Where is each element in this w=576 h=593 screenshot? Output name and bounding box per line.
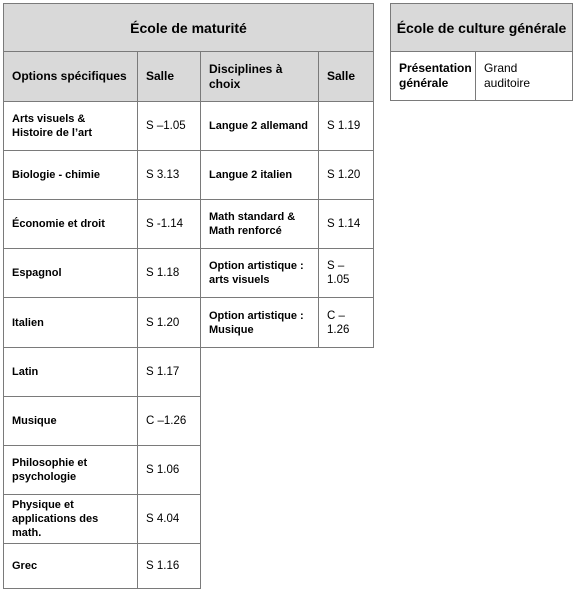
option-salle: S 1.17 [138,348,201,397]
option-salle: S -1.14 [138,200,201,249]
header-options-specifiques: Options spécifiques [3,52,138,102]
discipline-name: Option artistique : Musique [201,298,319,348]
option-salle: S 1.16 [138,544,201,589]
option-name: Espagnol [3,249,138,298]
discipline-name: Math standard & Math renforcé [201,200,319,249]
discipline-name: Langue 2 allemand [201,102,319,151]
discipline-name: Langue 2 italien [201,151,319,200]
header-salle-disciplines: Salle [319,52,374,102]
presentation-generale-value: Grand auditoire [476,52,573,101]
discipline-salle: S 1.20 [319,151,374,200]
option-salle: S 1.06 [138,446,201,495]
presentation-generale-label: Présentation générale [390,52,476,101]
discipline-name: Option artistique : arts visuels [201,249,319,298]
option-name: Philosophie et psychologie [3,446,138,495]
option-name: Latin [3,348,138,397]
option-name: Italien [3,298,138,348]
discipline-salle: S –1.05 [319,249,374,298]
option-name: Physique et applications des math. [3,495,138,544]
option-salle: S 1.18 [138,249,201,298]
ecole-maturite-title: École de maturité [3,3,374,52]
header-disciplines-a-choix: Disciplines à choix [201,52,319,102]
option-salle: S 3.13 [138,151,201,200]
discipline-salle: C –1.26 [319,298,374,348]
option-name: Économie et droit [3,200,138,249]
option-name: Arts visuels & Histoire de l’art [3,102,138,151]
option-name: Grec [3,544,138,589]
option-salle: S 1.20 [138,298,201,348]
option-salle: S –1.05 [138,102,201,151]
ecole-culture-generale-title: École de culture générale [390,3,573,52]
option-salle: S 4.04 [138,495,201,544]
option-name: Biologie - chimie [3,151,138,200]
option-name: Musique [3,397,138,446]
option-salle: C –1.26 [138,397,201,446]
header-salle-options: Salle [138,52,201,102]
discipline-salle: S 1.19 [319,102,374,151]
discipline-salle: S 1.14 [319,200,374,249]
